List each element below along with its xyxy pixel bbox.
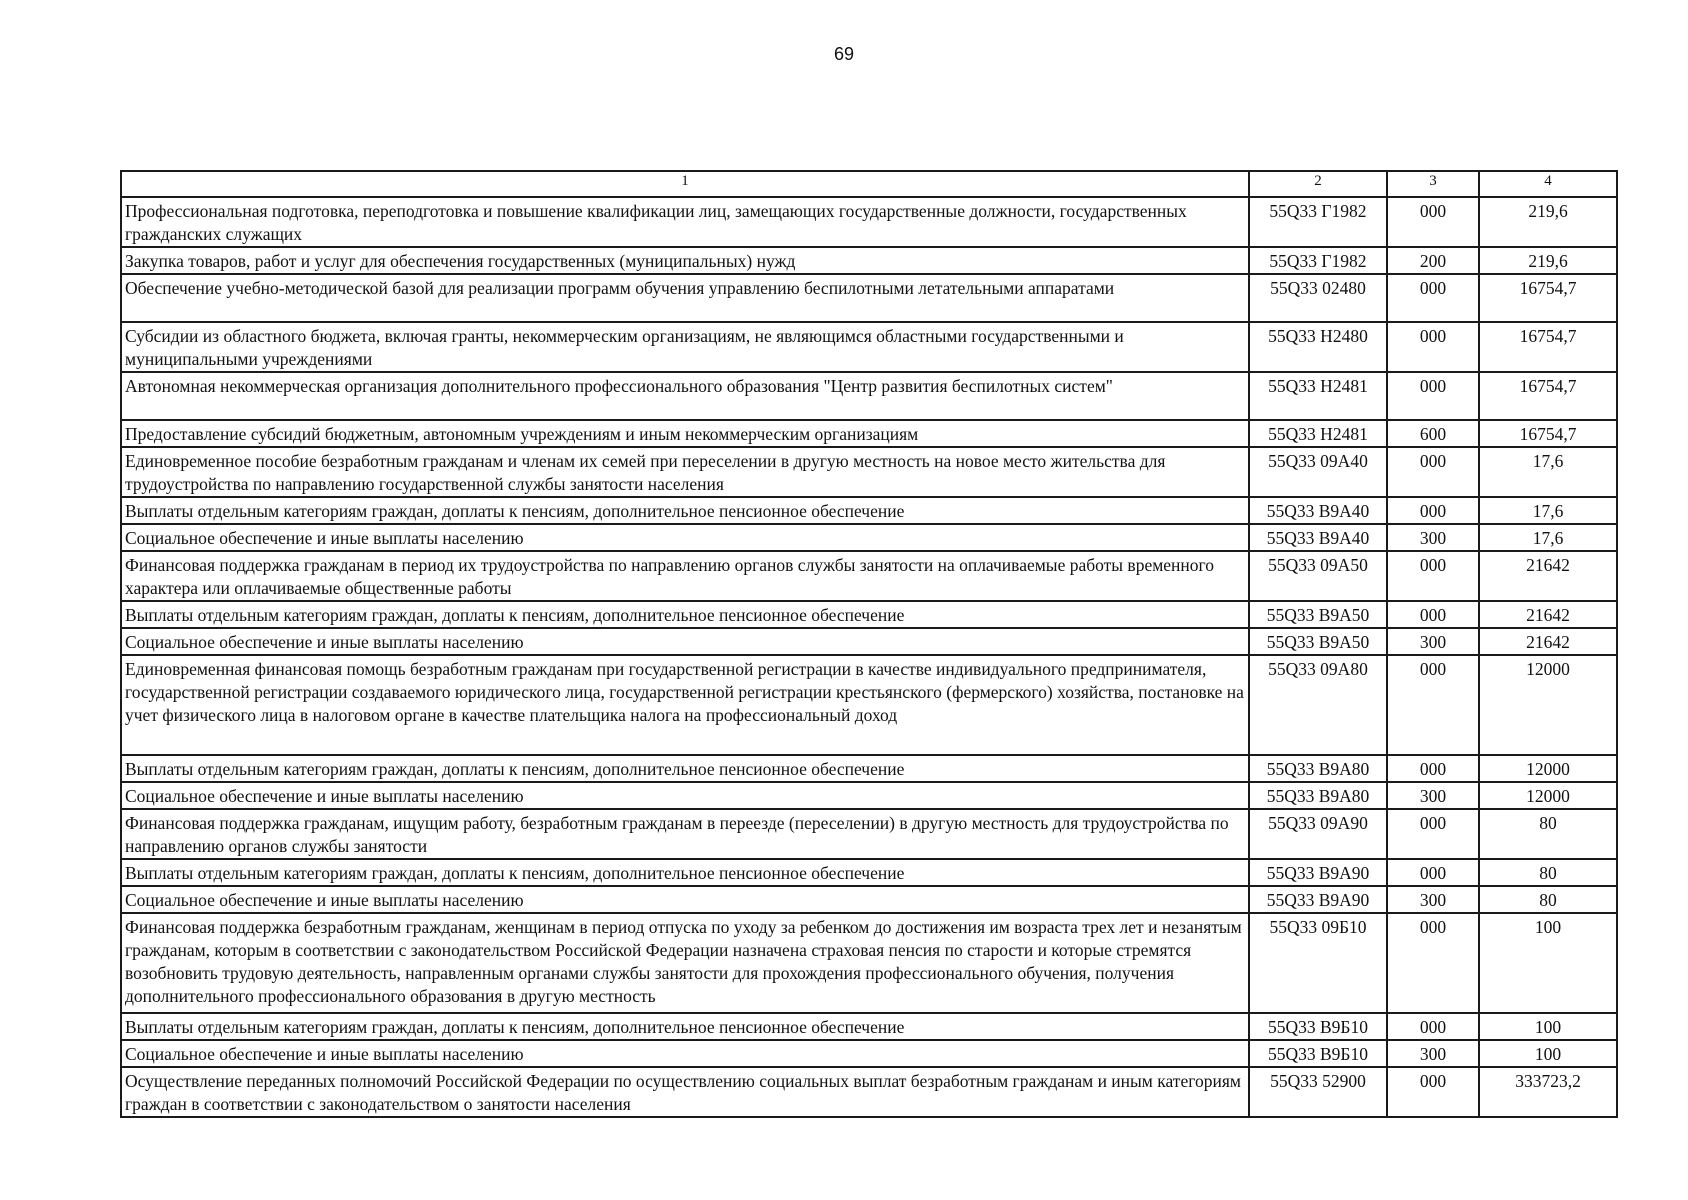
- row-code: 55Q33 В9А40: [1249, 497, 1387, 524]
- row-code: 55Q33 В9А90: [1249, 886, 1387, 913]
- row-sum: 16754,7: [1479, 274, 1617, 322]
- table-row: [121, 1067, 1617, 1117]
- row-code: 55Q33 09А50: [1249, 551, 1387, 601]
- table-row: [121, 274, 1617, 322]
- row-sum: 219,6: [1479, 247, 1617, 274]
- row-type: 000: [1387, 274, 1479, 322]
- row-sum: 333723,2: [1479, 1067, 1617, 1117]
- row-code: 55Q33 Г1982: [1249, 247, 1387, 274]
- row-sum: 17,6: [1479, 497, 1617, 524]
- row-sum: 100: [1479, 913, 1617, 1013]
- row-name: Обеспечение учебно-методической базой для реализации программ обучения управлению беспилотными летательными аппаратами: [121, 274, 1249, 322]
- budget-table: [120, 170, 1618, 1118]
- table-row: [121, 913, 1617, 1013]
- row-sum: 12000: [1479, 782, 1617, 809]
- row-type: 000: [1387, 1067, 1479, 1117]
- header-col-3: 3: [1387, 171, 1479, 197]
- table-row: [121, 497, 1617, 524]
- row-name: Выплаты отдельным категориям граждан, доплаты к пенсиям, дополнительное пенсионное обеспечение: [121, 755, 1249, 782]
- row-sum: 21642: [1479, 628, 1617, 655]
- row-name: Социальное обеспечение и иные выплаты населению: [121, 524, 1249, 551]
- row-code: 55Q33 Н2481: [1249, 420, 1387, 447]
- row-type: 000: [1387, 755, 1479, 782]
- row-type: 300: [1387, 628, 1479, 655]
- row-name: Выплаты отдельным категориям граждан, доплаты к пенсиям, дополнительное пенсионное обеспечение: [121, 601, 1249, 628]
- page-number: 69: [833, 44, 855, 64]
- table-row: [121, 755, 1617, 782]
- row-sum: 100: [1479, 1040, 1617, 1067]
- header-col-1: 1: [121, 171, 1249, 197]
- table-row: [121, 322, 1617, 372]
- row-type: 000: [1387, 809, 1479, 859]
- table-row: [121, 197, 1617, 247]
- table-row: [121, 524, 1617, 551]
- row-name: Выплаты отдельным категориям граждан, доплаты к пенсиям, дополнительное пенсионное обеспечение: [121, 859, 1249, 886]
- row-code: 55Q33 В9Б10: [1249, 1040, 1387, 1067]
- row-name: Единовременная финансовая помощь безработным гражданам при государственной регистрации в качестве индивидуального предпринимателя, государственной регистрации создаваемого юридического лица, государственной регистрации крестьянского (фермерского) хозяйства, постановке на учет физического лица в налоговом органе в качестве плательщика налога на профессиональный доход: [121, 655, 1249, 755]
- row-type: 300: [1387, 1040, 1479, 1067]
- row-sum: 219,6: [1479, 197, 1617, 247]
- row-name: Социальное обеспечение и иные выплаты населению: [121, 886, 1249, 913]
- row-type: 200: [1387, 247, 1479, 274]
- row-type: 000: [1387, 1013, 1479, 1040]
- row-name: Предоставление субсидий бюджетным, автономным учреждениям и иным некоммерческим организациям: [121, 420, 1249, 447]
- row-code: 55Q33 Н2480: [1249, 322, 1387, 372]
- table-row: [121, 420, 1617, 447]
- table-row: [121, 372, 1617, 420]
- table-row: [121, 601, 1617, 628]
- table-header-row: [121, 171, 1617, 197]
- row-code: 55Q33 52900: [1249, 1067, 1387, 1117]
- row-type: 000: [1387, 655, 1479, 755]
- row-code: 55Q33 Г1982: [1249, 197, 1387, 247]
- row-code: 55Q33 09А40: [1249, 447, 1387, 497]
- row-name: Выплаты отдельным категориям граждан, доплаты к пенсиям, дополнительное пенсионное обеспечение: [121, 497, 1249, 524]
- row-code: 55Q33 В9Б10: [1249, 1013, 1387, 1040]
- row-type: 000: [1387, 197, 1479, 247]
- row-type: 300: [1387, 782, 1479, 809]
- row-sum: 12000: [1479, 655, 1617, 755]
- header-col-2: 2: [1249, 171, 1387, 197]
- row-sum: 80: [1479, 859, 1617, 886]
- row-type: 600: [1387, 420, 1479, 447]
- row-sum: 17,6: [1479, 524, 1617, 551]
- row-name: Закупка товаров, работ и услуг для обеспечения государственных (муниципальных) нужд: [121, 247, 1249, 274]
- row-code: 55Q33 В9А90: [1249, 859, 1387, 886]
- row-sum: 80: [1479, 886, 1617, 913]
- table-row: [121, 1013, 1617, 1040]
- row-code: 55Q33 02480: [1249, 274, 1387, 322]
- row-type: 000: [1387, 859, 1479, 886]
- row-name: Социальное обеспечение и иные выплаты населению: [121, 1040, 1249, 1067]
- table-row: [121, 1040, 1617, 1067]
- row-type: 000: [1387, 497, 1479, 524]
- row-sum: 21642: [1479, 601, 1617, 628]
- row-type: 300: [1387, 524, 1479, 551]
- row-name: Финансовая поддержка безработным гражданам, женщинам в период отпуска по уходу за ребенком до достижения им возраста трех лет и незанятым гражданам, которым в соответствии с законодательством Российской Федерации назначена страховая пенсия по старости и которые стремятся возобновить трудовую деятельность, направленным органами службы занятости для прохождения профессионального обучения, получения дополнительного профессионального образования в другую местность: [121, 913, 1249, 1013]
- row-type: 000: [1387, 601, 1479, 628]
- row-code: 55Q33 В9А80: [1249, 782, 1387, 809]
- table-row: [121, 247, 1617, 274]
- row-name: Профессиональная подготовка, переподготовка и повышение квалификации лиц, замещающих государственные должности, государственных гражданских служащих: [121, 197, 1249, 247]
- table-row: [121, 447, 1617, 497]
- row-sum: 12000: [1479, 755, 1617, 782]
- row-name: Автономная некоммерческая организация дополнительного профессионального образования "Центр развития беспилотных систем": [121, 372, 1249, 420]
- table-row: [121, 886, 1617, 913]
- row-code: 55Q33 В9А50: [1249, 601, 1387, 628]
- row-name: Выплаты отдельным категориям граждан, доплаты к пенсиям, дополнительное пенсионное обеспечение: [121, 1013, 1249, 1040]
- row-code: 55Q33 В9А40: [1249, 524, 1387, 551]
- table-row: [121, 628, 1617, 655]
- row-sum: 16754,7: [1479, 322, 1617, 372]
- row-code: 55Q33 В9А50: [1249, 628, 1387, 655]
- row-type: 000: [1387, 551, 1479, 601]
- row-sum: 21642: [1479, 551, 1617, 601]
- row-name: Социальное обеспечение и иные выплаты населению: [121, 628, 1249, 655]
- row-code: 55Q33 В9А80: [1249, 755, 1387, 782]
- row-code: 55Q33 Н2481: [1249, 372, 1387, 420]
- row-code: 55Q33 09А90: [1249, 809, 1387, 859]
- row-name: Социальное обеспечение и иные выплаты населению: [121, 782, 1249, 809]
- row-sum: 16754,7: [1479, 420, 1617, 447]
- row-code: 55Q33 09А80: [1249, 655, 1387, 755]
- table-row: [121, 551, 1617, 601]
- table-row: [121, 782, 1617, 809]
- table-row: [121, 655, 1617, 755]
- row-name: Субсидии из областного бюджета, включая гранты, некоммерческим организациям, не являющимся областными государственными и муниципальными учреждениями: [121, 322, 1249, 372]
- row-name: Осуществление переданных полномочий Российской Федерации по осуществлению социальных выплат безработным гражданам и иным категориям граждан в соответствии с законодательством о занятости населения: [121, 1067, 1249, 1117]
- row-sum: 17,6: [1479, 447, 1617, 497]
- table-row: [121, 809, 1617, 859]
- row-sum: 16754,7: [1479, 372, 1617, 420]
- table-row: [121, 859, 1617, 886]
- row-type: 300: [1387, 886, 1479, 913]
- row-name: Финансовая поддержка гражданам, ищущим работу, безработным гражданам в переезде (переселении) в другую местность для трудоустройства по направлению органов службы занятости: [121, 809, 1249, 859]
- row-sum: 80: [1479, 809, 1617, 859]
- header-col-4: 4: [1479, 171, 1617, 197]
- row-type: 000: [1387, 372, 1479, 420]
- row-type: 000: [1387, 913, 1479, 1013]
- row-type: 000: [1387, 447, 1479, 497]
- row-name: Финансовая поддержка гражданам в период их трудоустройства по направлению органов службы занятости на оплачиваемые работы временного характера или оплачиваемые общественные работы: [121, 551, 1249, 601]
- row-type: 000: [1387, 322, 1479, 372]
- row-name: Единовременное пособие безработным гражданам и членам их семей при переселении в другую местность на новое место жительства для трудоустройства по направлению государственной службы занятости населения: [121, 447, 1249, 497]
- row-sum: 100: [1479, 1013, 1617, 1040]
- row-code: 55Q33 09Б10: [1249, 913, 1387, 1013]
